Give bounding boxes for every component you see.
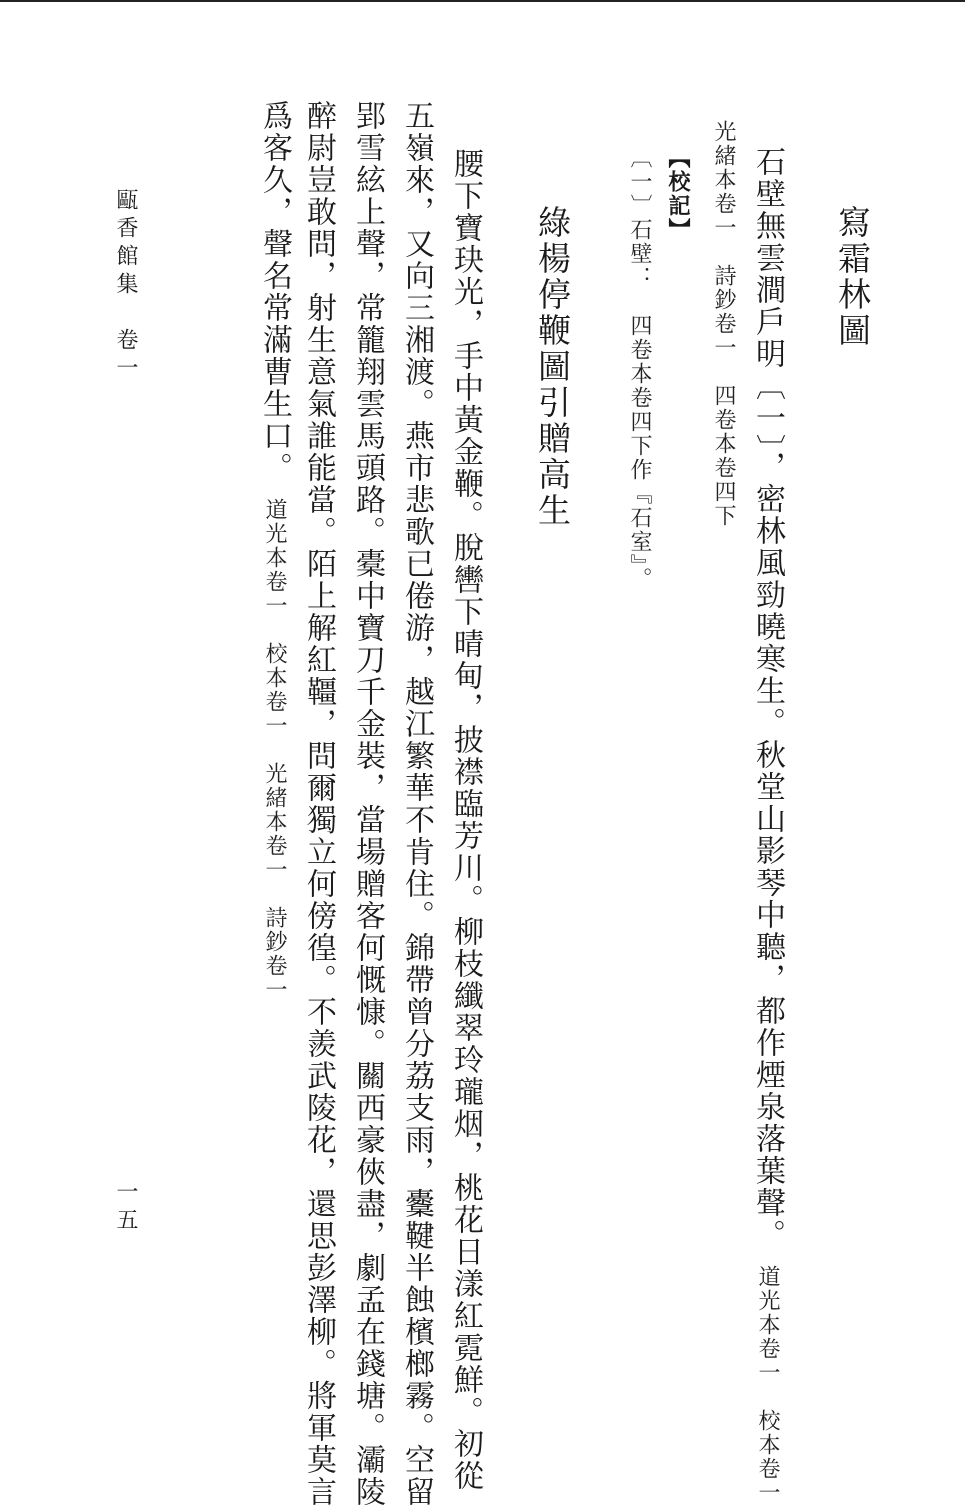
poem2-line-5-text: 爲客久，聲名常滿曹生口。 bbox=[257, 100, 292, 484]
poem2-line-5 bbox=[257, 100, 292, 1002]
poem2-line-2: 五嶺來，又向三湘渡。燕市悲歌已倦游，越江繁華不肯住。錦帶曾分荔支雨，櫜鞬半蝕檳榔霧。空留 bbox=[399, 100, 434, 1508]
jiaoji-label: 【校記】 bbox=[665, 146, 690, 242]
jiaoji-entry-1: 〔一〕石壁： 四卷本卷四下作『石室』。 bbox=[627, 146, 652, 591]
poem2-line-5-source: 道光本卷一 校本卷一 光緒本卷一 詩鈔卷一 bbox=[262, 498, 287, 1002]
poem2-line-3: 郢雪絃上聲，常籠翔雲馬頭路。橐中寶刀千金裝，當場贈客何慨慷。關西豪俠盡，劇孟在錢塘。灞陵 bbox=[350, 100, 385, 1508]
poem1-line1 bbox=[750, 146, 785, 1505]
poem2-title: 綠楊停鞭圖引贈高生 bbox=[533, 205, 572, 529]
running-title: 甌香館集 卷一 bbox=[113, 188, 138, 384]
top-rule bbox=[0, 0, 965, 2]
poem2-line-1: 腰下寶玦光，手中黃金鞭。脫轡下晴甸，披襟臨芳川。柳枝纖翠玲瓏烟，桃花日漾紅霓鮮。初從 bbox=[448, 148, 483, 1492]
poem1-line1-text: 石壁無雲澗戶明〔一〕，密林風勁曉寒生。秋堂山影琴中聽，都作煙泉落葉聲。 bbox=[750, 146, 785, 1251]
page-number: 一五 bbox=[113, 1180, 138, 1236]
poem1-line1-source: 道光本卷一 校本卷一 bbox=[755, 1265, 780, 1505]
poem1-line2-source: 光緒本卷一 詩鈔卷一 四卷本卷四下 bbox=[711, 120, 736, 528]
poem2-line-4: 醉尉豈敢問，射生意氣誰能當。陌上解紅韁，問爾獨立何傍徨。不羨武陵花，還思彭澤柳。將軍莫言 bbox=[301, 100, 336, 1508]
poem1-title: 寫霜林圖 bbox=[833, 205, 872, 349]
